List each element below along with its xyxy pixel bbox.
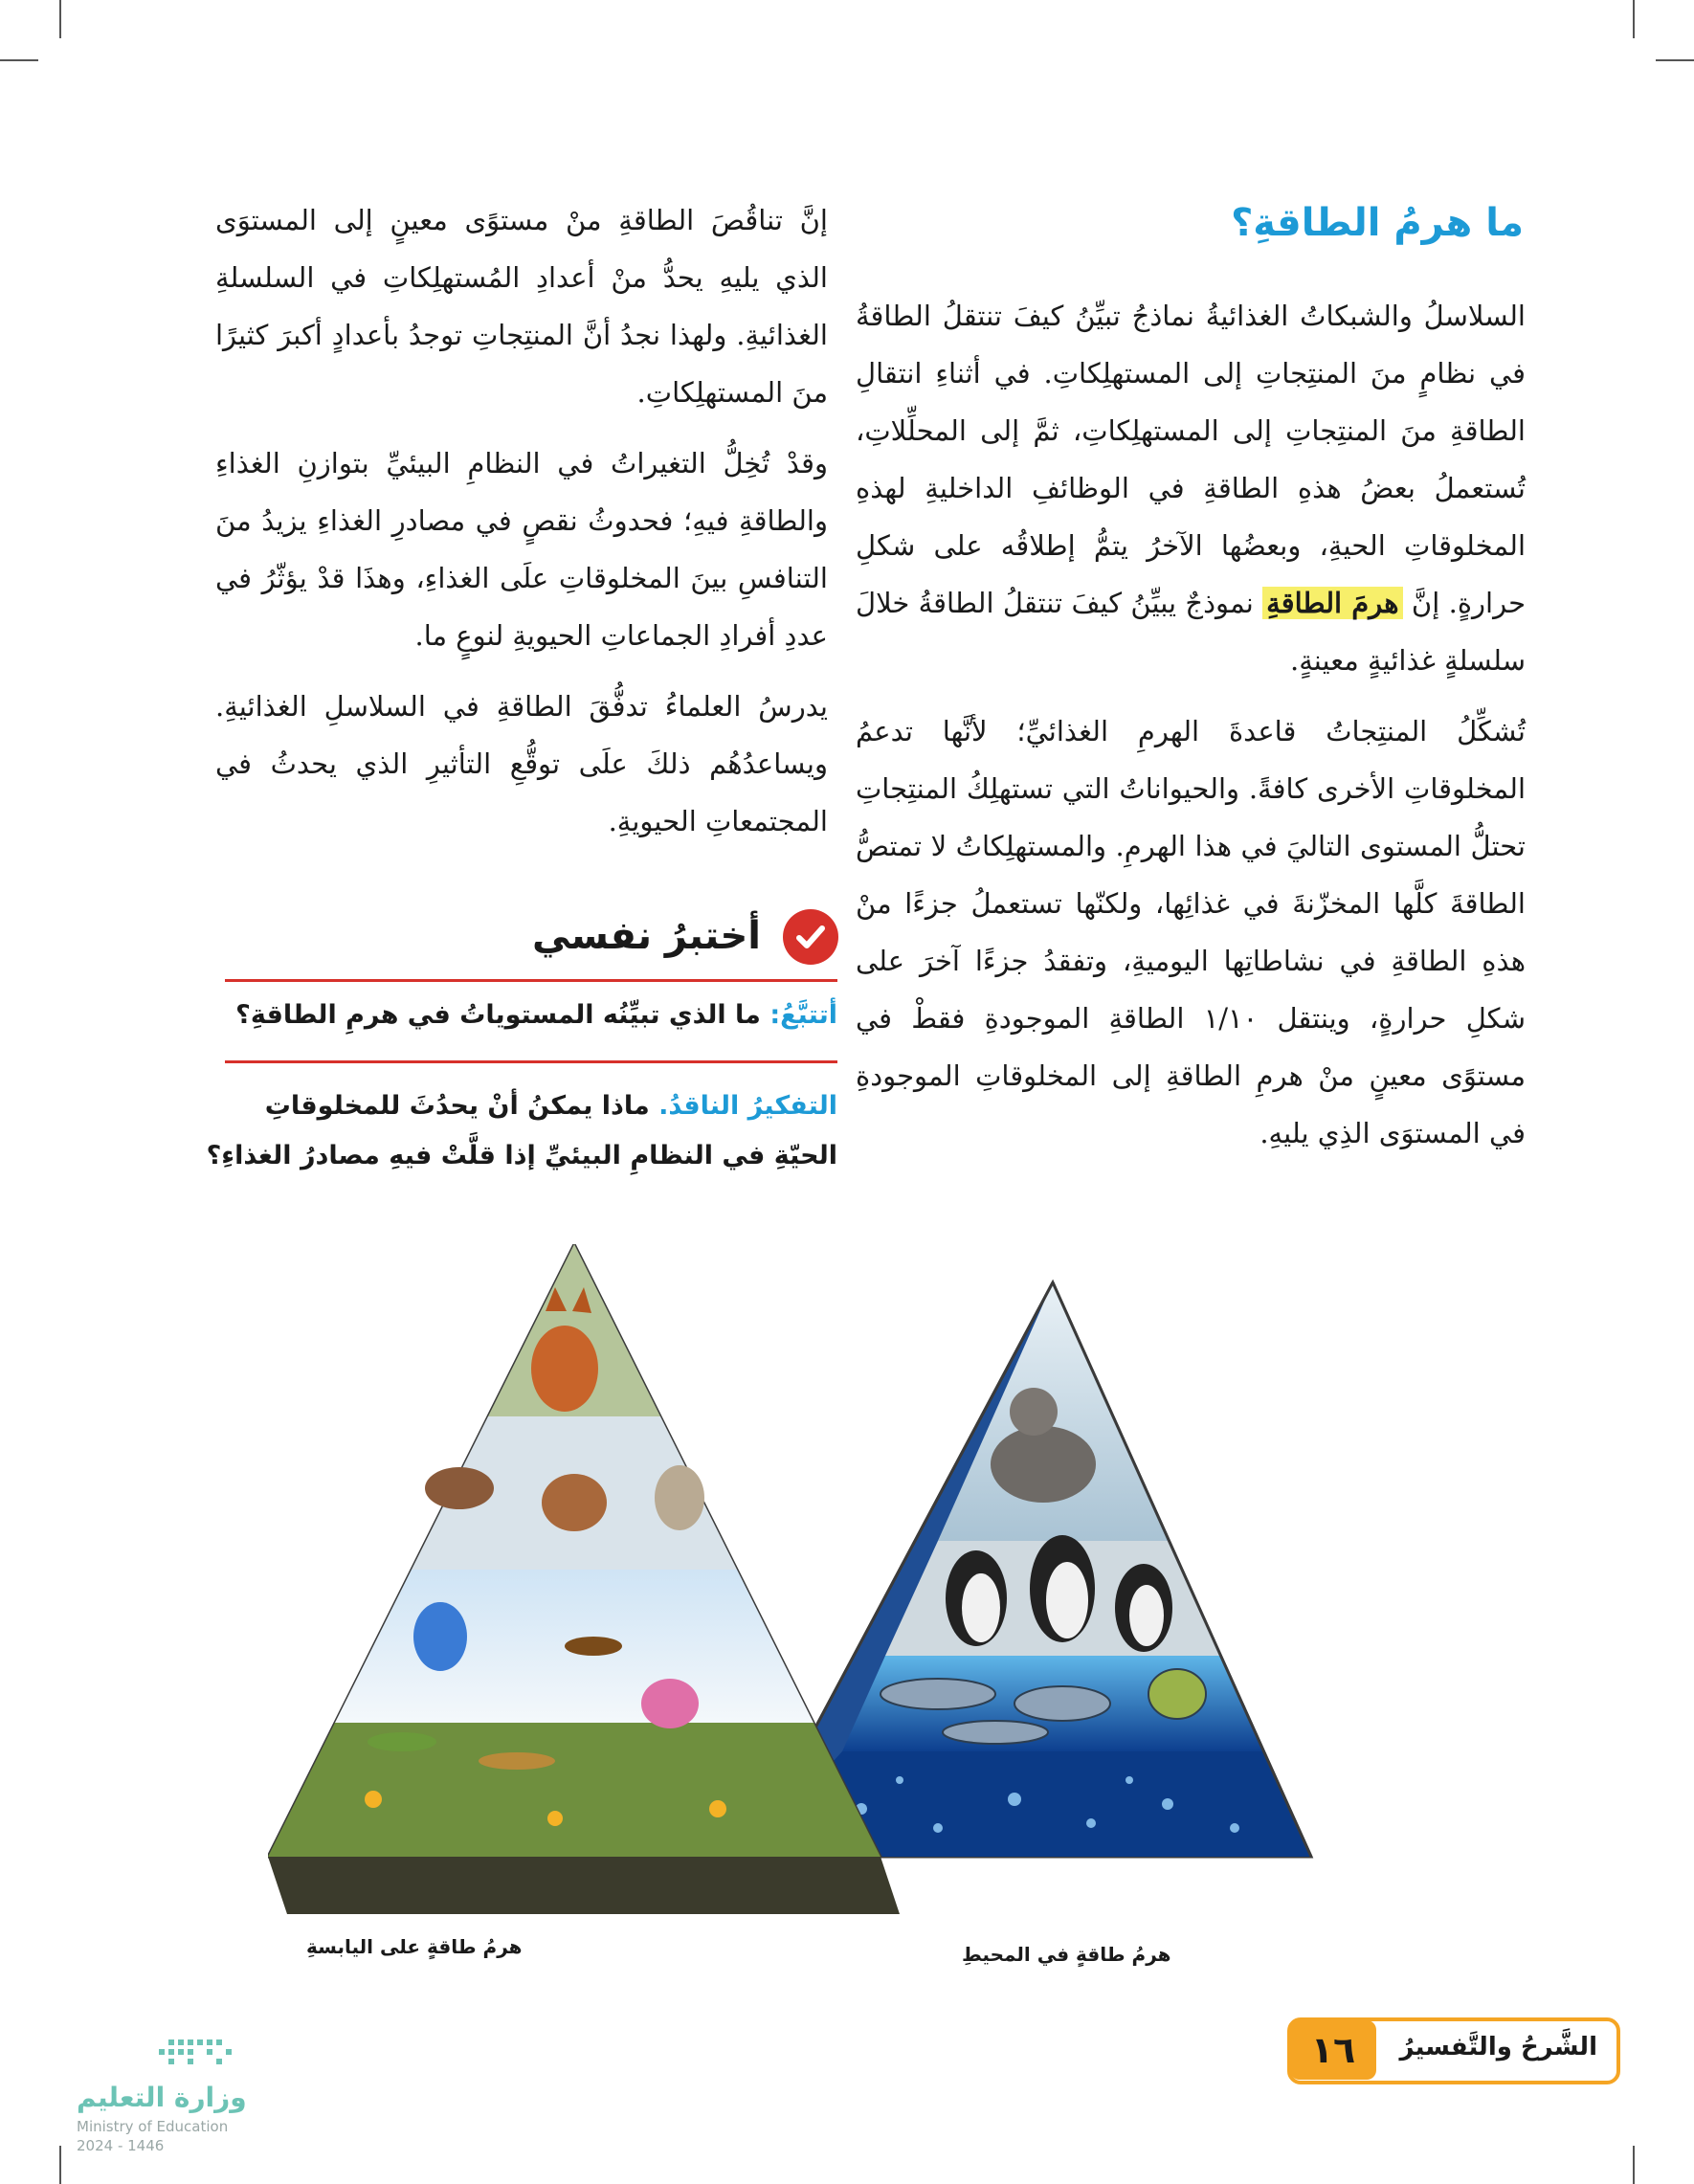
- footer-section-title: الشَّرحُ والتَّفسيرُ: [1399, 2033, 1597, 2061]
- caption-ocean-pyramid: هرمُ طاقةٍ في المحيطِ: [962, 1943, 1171, 1966]
- question-text: ما الذي تبيِّنُه المستوياتُ في هرمِ الطاقةِ؟: [235, 1000, 761, 1030]
- checkmark-icon: [783, 909, 838, 965]
- paragraph: [856, 287, 1526, 689]
- key-term-highlight: هرمَ الطاقةِ: [1262, 587, 1402, 619]
- paragraph: تُشكِّلُ المنتِجاتُ قاعدةَ الهرمِ الغذائيِّ؛ لأنَّها تدعمُ المخلوقاتِ الأخرى كافةً. والحيواناتُ التي تستهلِكُ المنتِجاتِ تحتلُّ المستوى التاليَ في هذا الهرمِ. والمستهلِكاتُ لا تمتصُّ الطاقةَ كلَّها المخزّنةَ في غذائِها، ولكنّها تستعملُ جزءًا منْ هذهِ الطاقةِ في نشاطاتِها اليوميةِ، وتفقدُ جزءًا آخرَ على شكلِ حرارةٍ، وينتقل ١/١٠ الطاقةِ الموجودةِ فقطْ في مستوًى معينٍ منْ هرمِ الطاقةِ إلى المخلوقاتِ الموجودةِ في المستوَى الذِي يليهِ.: [856, 715, 1526, 1149]
- divider: [225, 979, 837, 982]
- crop-mark: [1656, 59, 1694, 61]
- paragraph: وقدْ تُخِلُّ التغيراتُ في النظامِ البيئيِّ بتوازنِ الغذاءِ والطاقةِ فيهِ؛ فحدوثُ نقصٍ في مصادرِ الغذاءِ يزيدُ منَ التنافسِ بينَ المخلوقاتِ علَى الغذاءِ، وهذَا قدْ يؤثّرُ في عددِ أفرادِ الجماعاتِ الحيويةِ لنوعٍ ما.: [215, 447, 828, 652]
- text-run: السلاسلُ والشبكاتُ الغذائيةُ نماذجُ تبيِّنُ كيفَ تنتقلُ الطاقةُ في نظامٍ منَ المنتِجاتِ إلى المستهلِكاتِ. في أثناءِ انتقالِ الطاقةِ منَ المنتِجاتِ إلى المستهلِكاتِ، ثمَّ إلى المحلِّلاتِ، تُستعملُ بعضُ هذهِ الطاقةِ في الوظائفِ الداخليةِ لهذهِ المخلوقاتِ الحيةِ، وبعضُها الآخرُ يتمُّ إطلاقُه على شكلِ حرارةٍ. إنَّ: [856, 300, 1526, 619]
- question-label: أتتبَّعُ:: [769, 1000, 837, 1030]
- ministry-name-en: Ministry of Education: [77, 2118, 229, 2135]
- question-text: ماذا يمكنُ أنْ يحدُثَ للمخلوقاتِ: [264, 1091, 650, 1121]
- question-text: الحيّةِ في النظامِ البيئيِّ إذا قلَّتْ فيهِ مصادرُ الغذاءِ؟: [206, 1141, 837, 1170]
- ministry-logo-icon: [77, 2034, 249, 2082]
- crop-mark: [59, 2146, 61, 2184]
- ministry-name-ar: وزارة التعليم: [77, 2082, 247, 2113]
- energy-pyramids-illustration: [268, 1244, 1416, 1933]
- ministry-logo: [77, 2034, 249, 2158]
- paragraph: يدرسُ العلماءُ تدفُّقَ الطاقةِ في السلاسلِ الغذائيةِ. ويساعدُهُم ذلكَ علَى توقُّعِ التأثيرِ الذي يحدثُ في المجتمعاتِ الحيويةِ.: [215, 690, 828, 837]
- crop-mark: [1633, 0, 1635, 38]
- question-label: التفكيرُ الناقدُ.: [658, 1091, 837, 1121]
- crop-mark: [0, 59, 38, 61]
- question-2: [207, 1081, 837, 1181]
- section-heading: ما هرمُ الطاقةِ؟: [1231, 201, 1524, 245]
- question-1: [235, 1000, 837, 1030]
- right-text-column: [856, 287, 1526, 1175]
- crop-mark: [1633, 2146, 1635, 2184]
- page-number: ١٦: [1290, 2020, 1376, 2080]
- divider: [225, 1060, 837, 1063]
- crop-mark: [59, 0, 61, 38]
- text-run: نموذجٌ يبيِّنُ كيفَ تنتقلُ الطاقةُ خلالَ سلسلةٍ غذائيةٍ معينةٍ.: [856, 587, 1526, 677]
- self-test-title: أختبرُ نفسي: [532, 914, 761, 958]
- left-text-column: [215, 191, 828, 863]
- caption-land-pyramid: هرمُ طاقةٍ على اليابسةِ: [306, 1935, 523, 1958]
- land-pyramid: [268, 1244, 900, 1914]
- edition-year: 2024 - 1446: [77, 2137, 165, 2154]
- paragraph: إنَّ تناقُصَ الطاقةِ منْ مستوًى معينٍ إلى المستوَى الذي يليهِ يحدُّ منْ أعدادِ المُستهلِكاتِ في السلسلةِ الغذائيةِ. ولهذا نجدُ أنَّ المنتِجاتِ توجدُ بأعدادٍ أكبرَ كثيرًا منَ المستهلِكاتِ.: [215, 204, 828, 409]
